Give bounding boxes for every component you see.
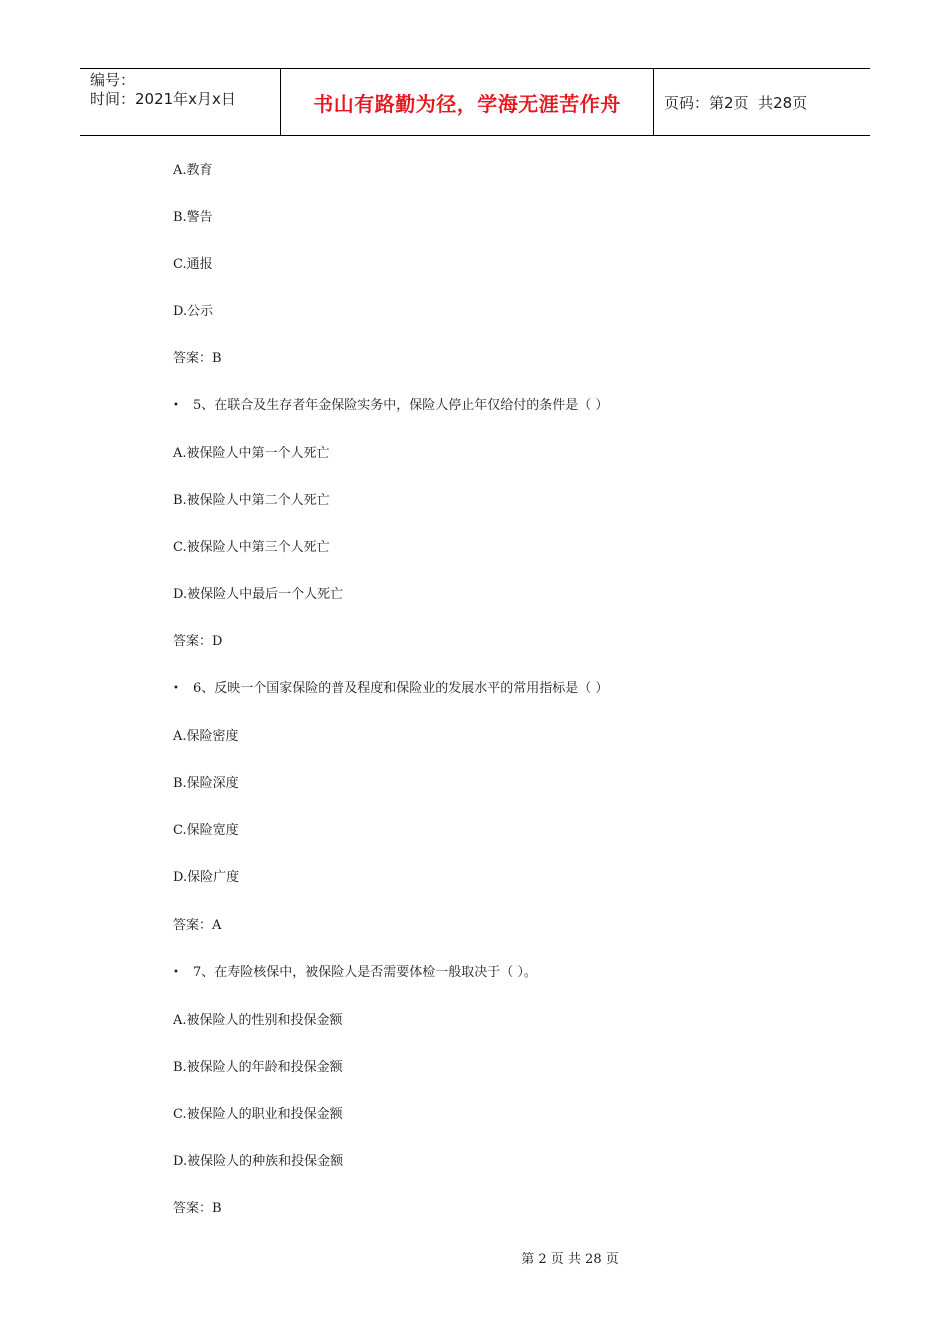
option-b: B.被保险人中第二个人死亡 bbox=[173, 493, 330, 508]
answer-text: 答案：A bbox=[173, 918, 222, 933]
bullet-icon: • bbox=[173, 967, 179, 978]
header-page-info-cell bbox=[654, 69, 870, 135]
option-a: A.教育 bbox=[173, 163, 213, 178]
option-c: C.保险宽度 bbox=[173, 823, 239, 838]
question-prompt bbox=[173, 398, 608, 414]
option-c: C.通报 bbox=[173, 257, 213, 272]
question-prompt bbox=[173, 965, 537, 981]
option-a: A.被保险人中第一个人死亡 bbox=[173, 446, 330, 461]
page-footer: 第 2 页 共 28 页 bbox=[521, 1252, 619, 1267]
option-c: C.被保险人中第三个人死亡 bbox=[173, 540, 330, 555]
question-prompt bbox=[173, 681, 608, 697]
document-time-label: 时间：2021年x月x日 bbox=[90, 90, 236, 108]
document-header bbox=[80, 68, 870, 136]
option-a: A.被保险人的性别和投保金额 bbox=[173, 1013, 343, 1028]
question-text: 7、在寿险核保中，被保险人是否需要体检一般取决于（ ）。 bbox=[193, 965, 537, 980]
option-d: D.被保险人中最后一个人死亡 bbox=[173, 587, 344, 602]
header-motto: 书山有路勤为径，学海无涯苦作舟 bbox=[281, 69, 654, 135]
bullet-icon: • bbox=[173, 683, 179, 694]
answer-text: 答案：B bbox=[173, 1201, 222, 1216]
option-c: C.被保险人的职业和投保金额 bbox=[173, 1107, 343, 1122]
option-d: D.被保险人的种族和投保金额 bbox=[173, 1154, 344, 1169]
answer-text: 答案：B bbox=[173, 351, 222, 366]
answer-text: 答案：D bbox=[173, 634, 223, 649]
question-text: 6、反映一个国家保险的普及程度和保险业的发展水平的常用指标是（ ） bbox=[193, 681, 609, 696]
option-d: D.公示 bbox=[173, 304, 214, 319]
option-a: A.保险密度 bbox=[173, 729, 239, 744]
option-b: B.警告 bbox=[173, 210, 213, 225]
header-meta-cell bbox=[80, 69, 281, 135]
option-b: B.被保险人的年龄和投保金额 bbox=[173, 1060, 343, 1075]
document-number-label: 编号： bbox=[90, 71, 136, 89]
option-b: B.保险深度 bbox=[173, 776, 239, 791]
header-page-info: 页码：第2页 共28页 bbox=[664, 93, 808, 112]
option-d: D.保险广度 bbox=[173, 870, 240, 885]
question-text: 5、在联合及生存者年金保险实务中，保险人停止年仅给付的条件是（ ） bbox=[193, 398, 609, 413]
bullet-icon: • bbox=[173, 400, 179, 411]
